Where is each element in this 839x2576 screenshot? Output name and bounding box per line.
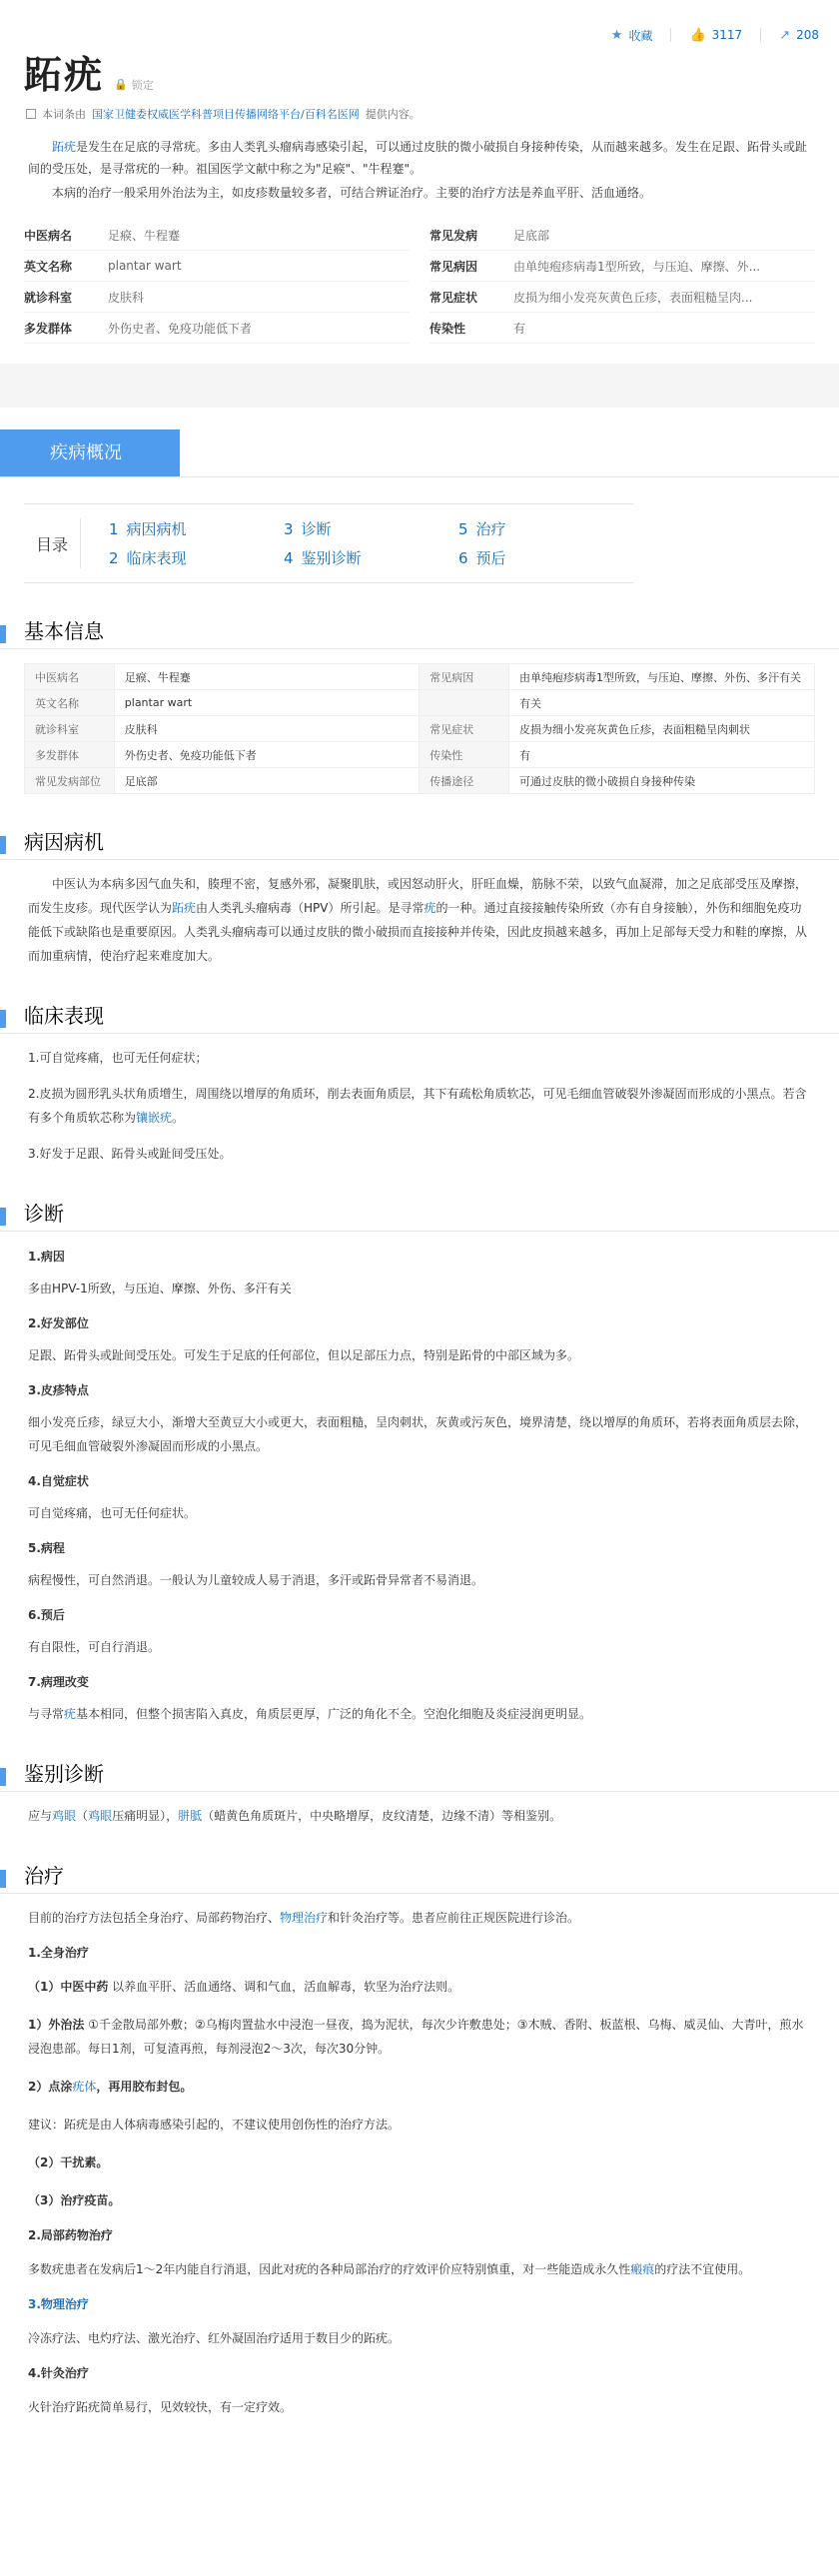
toc-grid [81, 518, 633, 568]
info-row [429, 220, 815, 251]
term-link[interactable]: 瘢痕 [630, 2262, 655, 2276]
table-key: 常见发病部位 [25, 768, 115, 794]
text: 的一种。通过直接接触传染所致（亦有自身接触），外伤和细胞免疫功能低下或缺陷也是重要原因。人类乳头瘤病毒可以通过皮肤的微小破损而直接接种并传染，因此皮损越来越多，再加上足部每天受力和鞋的摩擦，从而加重病情，使治疗起来难度加大。 [28, 901, 808, 963]
table-value: 有 [509, 742, 815, 768]
table-key: 英文名称 [25, 690, 115, 716]
lock-icon: 🔒 [114, 78, 128, 91]
paragraph [0, 2075, 839, 2099]
term-link[interactable]: 镶嵌疣 [136, 1111, 173, 1125]
action-bar [0, 0, 839, 44]
info-row [24, 251, 410, 282]
text: 以养血平肝、活血通络、调和气血，活血解毒，软坚为治疗法则。 [108, 1980, 460, 1994]
toc-text: 治疗 [475, 520, 506, 538]
text: 基本相同，但整个损害陷入真皮，角质层更厚，广泛的角化不全。空泡化细胞及炎症浸润更明显。 [76, 1707, 592, 1721]
share-count: 208 [796, 28, 819, 42]
differential-paragraph [0, 1804, 839, 1828]
overview-bar [0, 429, 839, 477]
bold-text: ，再用胶布封包。 [96, 2080, 193, 2094]
paragraph [0, 2150, 839, 2174]
term-link[interactable]: 跖疣 [52, 140, 77, 154]
like-button[interactable] [689, 28, 742, 43]
title-row [0, 44, 839, 97]
toc-item-differential[interactable] [284, 547, 458, 568]
paragraph [0, 2188, 839, 2212]
bold-text: （1）中医中药 [28, 1980, 109, 1994]
sub-heading: 4.自觉症状 [28, 1474, 89, 1488]
tab-overview[interactable]: 疾病概况 [0, 429, 180, 476]
table-key [420, 690, 509, 716]
info-row [24, 313, 410, 344]
term-link[interactable]: 疣 [64, 1707, 77, 1721]
info-row [24, 220, 410, 251]
section-title: 诊断 [24, 1202, 64, 1226]
clinical-item [0, 1082, 839, 1130]
toc-number: 6 [458, 549, 468, 567]
table-key: 传播途径 [420, 768, 509, 794]
source-suffix: 提供内容。 [365, 108, 420, 121]
summary-paragraph [28, 136, 811, 180]
table-value: 由单纯疱疹病毒1型所致，与压迫、摩擦、外伤、多汗有关 [509, 664, 815, 690]
table-key: 常见症状 [420, 716, 509, 742]
paragraph: 病程慢性，可自然消退。一般认为儿童较成人易于消退，多汗或跖骨异常者不易消退。 [28, 1573, 484, 1587]
toc-text: 诊断 [301, 520, 332, 538]
summary-paragraph: 本病的治疗一般采用外治法为主，如皮疹数量较多者，可结合辨证治疗。主要的治疗方法是养血平肝、活血通络。 [52, 186, 652, 200]
text: 的疗法不宜使用。 [654, 2262, 751, 2276]
text: 压痛明显）， [112, 1809, 179, 1823]
text: 2.皮损为圆形乳头状角质增生，周围绕以增厚的角质环，削去表面角质层，其下有疏松角质软芯，可见毛细血管破裂外渗凝固而形成的小黑点。若含有多个角质软芯称为 [28, 1087, 807, 1125]
source-org-link[interactable]: 国家卫健委权威医学科普项目传播网络平台/百科名医网 [92, 108, 360, 121]
text: 多数疣患者在发病后1～2年内能自行消退，因此对疣的各种局部治疗的疗效评价应特别慎重，对一些能造成永久性 [28, 2262, 631, 2276]
term-link[interactable]: 鸡眼 [88, 1809, 113, 1823]
term-link[interactable]: 鸡眼 [52, 1809, 77, 1823]
paragraph: 建议：跖疣是由人体病毒感染引起的，不建议使用创伤性的治疗方法。 [28, 2118, 401, 2132]
summary [0, 122, 839, 204]
sub-heading: 6.预后 [28, 1608, 65, 1622]
section-cause [0, 830, 839, 860]
sub-heading: 2.局部药物治疗 [28, 2228, 113, 2242]
info-value: 有 [513, 321, 526, 336]
term-link[interactable]: 跖疣 [172, 901, 197, 915]
table-value: 足瘊、牛程蹇 [114, 664, 419, 690]
info-row [429, 282, 815, 313]
toc-number: 2 [109, 549, 119, 567]
table-value: plantar wart [114, 690, 419, 716]
toc-text: 预后 [475, 549, 506, 567]
sub-heading: 2.好发部位 [28, 1316, 89, 1330]
paragraph [0, 1906, 839, 1930]
paragraph: 足跟、跖骨头或趾间受压处。可发生于足底的任何部位，但以足部压力点，特别是跖骨的中部区域为多。 [28, 1348, 580, 1362]
bottom-spacer [0, 2419, 839, 2449]
bold-text: 2）点涂 [28, 2080, 73, 2094]
toc-number: 3 [284, 520, 294, 538]
table-row [25, 664, 815, 690]
page-title: 跖疣 [24, 52, 105, 97]
summary-text: 是发生在足底的寻常疣。多由人类乳头瘤病毒感染引起，可以通过皮肤的微小破损自身接种传染，从而越来越多。发生在足跟、跖骨头或趾间的受压处，是寻常疣的一种。祖国医学文献中称之为"足瘊"、"牛程蹇"。 [28, 140, 808, 176]
collect-button[interactable] [611, 27, 653, 44]
paragraph: 冷冻疗法、电灼疗法、激光治疗、红外凝固治疗适用于数目少的跖疣。 [28, 2331, 401, 2345]
text: 。 [172, 1111, 185, 1125]
info-key: 就诊科室 [24, 290, 73, 305]
bold-text: （3）治疗疫苗。 [28, 2193, 121, 2207]
source-prefix: 本词条由 [42, 108, 86, 121]
clinical-item: 3.好发于足跟、跖骨头或趾间受压处。 [28, 1147, 232, 1161]
table-value: 可通过皮肤的微小破损自身接种传染 [509, 768, 815, 794]
paragraph: 可自觉疼痛，也可无任何症状。 [28, 1506, 197, 1520]
text: （ [76, 1809, 89, 1823]
sub-heading: 7.病理改变 [28, 1675, 89, 1689]
paragraph [0, 2013, 839, 2061]
sub-heading: 4.针灸治疗 [28, 2366, 89, 2380]
table-value: 外伤史者、免疫功能低下者 [114, 742, 419, 768]
table-row [25, 742, 815, 768]
table-value: 足底部 [114, 768, 419, 794]
bold-text: 1）外治法 [28, 2018, 85, 2032]
sub-heading [0, 2295, 839, 2312]
toc-item-prognosis[interactable] [458, 547, 633, 568]
like-count: 3117 [711, 28, 743, 42]
toc-text: 鉴别诊断 [301, 549, 362, 567]
paragraph: 火针治疗跖疣简单易行，见效较快，有一定疗效。 [28, 2400, 293, 2414]
section-title: 临床表现 [24, 1004, 104, 1028]
text: ①千金散局部外敷；②乌梅肉置盐水中浸泡一昼夜，捣为泥状，每次少许敷患处；③木贼、香附、板蓝根、乌梅、威灵仙、大青叶，煎水浸泡患部。每日1剂，可复渣再煎，每剂浸泡2～3次，每次30分钟。 [28, 2018, 804, 2056]
info-value: plantar wart [108, 259, 182, 273]
section-title: 鉴别诊断 [24, 1762, 104, 1786]
paragraph: 细小发亮丘疹，绿豆大小，渐增大至黄豆大小或更大，表面粗糙，呈肉刺状，灰黄或污灰色，境界清楚，绕以增厚的角质环，若将表面角质层去除，可见毛细血管破裂外渗凝固而形成的小黑点。 [28, 1415, 808, 1453]
term-link[interactable]: 物理治疗 [40, 2297, 89, 2311]
table-of-contents [24, 503, 633, 583]
section-clinical [0, 1004, 839, 1034]
info-value: 外伤史者、免疫功能低下者 [108, 321, 253, 336]
table-key: 常见病因 [420, 664, 509, 690]
cause-paragraph [0, 872, 839, 968]
toc-text: 临床表现 [126, 549, 187, 567]
toc-item-treatment[interactable] [458, 518, 633, 539]
term-link[interactable]: 物理治疗 [280, 1911, 329, 1925]
text: 中医认为本病多因气血失和，腠理不密，复感外邪，凝聚肌肤，或因怒动肝火，肝旺血燥，筋脉不荣，以致气血凝滞，加之足底部受压及摩擦，而发生皮疹。现代医学认为 [28, 877, 808, 915]
paragraph: 多由HPV-1所致，与压迫、摩擦、外伤、多汗有关 [28, 1282, 292, 1295]
paragraph [0, 2257, 839, 2281]
sub-heading: 3.皮疹特点 [28, 1383, 89, 1397]
text: 应与 [28, 1809, 53, 1823]
section-title: 基本信息 [24, 619, 104, 643]
info-value: 足瘊、牛程蹇 [108, 228, 181, 243]
table-value: 有关 [509, 690, 815, 716]
clinical-item: 1.可自觉疼痛，也可无任何症状； [28, 1051, 208, 1065]
section-differential [0, 1762, 839, 1792]
info-key: 常见病因 [429, 259, 478, 274]
info-row [429, 251, 815, 282]
info-key: 常见发病 [429, 228, 478, 243]
toc-item-diagnosis[interactable] [284, 518, 458, 539]
thumb-up-icon: 👍 [689, 27, 706, 43]
info-value: 由单纯疱疹病毒1型所致，与压迫、摩擦、外... [513, 259, 761, 274]
toc-number: 1 [109, 520, 119, 538]
info-key: 多发群体 [24, 321, 73, 336]
term-link[interactable]: 疣 [423, 901, 436, 915]
paragraph [0, 1975, 839, 1999]
section-title: 病因病机 [24, 830, 104, 854]
toc-item-cause[interactable] [109, 518, 284, 539]
section-treatment [0, 1864, 839, 1894]
toc-label: 目录 [24, 518, 81, 568]
section-diagnosis [0, 1202, 839, 1232]
share-button[interactable] [779, 28, 819, 43]
info-value: 足底部 [513, 228, 550, 243]
lock-label: 锁定 [131, 78, 154, 92]
toc-item-clinical[interactable] [109, 547, 284, 568]
section-title: 治疗 [24, 1864, 64, 1888]
table-key: 就诊科室 [25, 716, 115, 742]
info-key: 英文名称 [24, 259, 73, 274]
info-key: 中医病名 [24, 228, 73, 243]
text: 与寻常 [28, 1707, 65, 1721]
divider [760, 28, 761, 42]
text: 3. [28, 2297, 41, 2311]
info-value: 皮损为细小发亮灰黄色丘疹，表面粗糙呈肉... [513, 290, 753, 305]
basic-info-top [24, 220, 815, 344]
text: （蜡黄色角质斑片，中央略增厚，皮纹清楚，边缘不清）等相鉴别。 [202, 1809, 562, 1823]
table-key: 中医病名 [25, 664, 115, 690]
document-icon [26, 109, 36, 119]
info-value: 皮肤科 [108, 290, 145, 305]
paragraph [0, 1702, 839, 1726]
bold-text: （2）干扰素。 [28, 2155, 109, 2169]
toc-number: 5 [458, 520, 468, 538]
toc-text: 病因病机 [126, 520, 187, 538]
sub-heading: 1.病因 [28, 1250, 65, 1264]
table-row [25, 690, 815, 716]
table-row [25, 768, 815, 794]
text: 由人类乳头瘤病毒（HPV）所引起。是寻常 [196, 901, 424, 915]
star-icon: ★ [610, 27, 623, 43]
paragraph: 有自限性，可自行消退。 [28, 1640, 161, 1654]
table-value: 皮损为细小发亮灰黄色丘疹，表面粗糙呈肉刺状 [509, 716, 815, 742]
table-value: 皮肤科 [114, 716, 419, 742]
info-row [24, 282, 410, 313]
source-note [26, 106, 839, 122]
basic-info-table [24, 663, 815, 794]
text: 和针灸治疗等。患者应前往正规医院进行诊治。 [328, 1911, 580, 1925]
table-key: 传染性 [420, 742, 509, 768]
section-basic-info [0, 619, 839, 649]
lock-status [114, 77, 154, 93]
info-key: 常见症状 [429, 290, 478, 305]
text: 目前的治疗方法包括全身治疗、局部药物治疗、 [28, 1911, 281, 1925]
sub-heading: 5.病程 [28, 1541, 65, 1555]
table-key: 多发群体 [25, 742, 115, 768]
term-link[interactable]: 胼胝 [178, 1809, 203, 1823]
divider [670, 28, 671, 42]
collect-label: 收藏 [628, 28, 653, 43]
info-row [429, 313, 815, 344]
table-row [25, 716, 815, 742]
term-link[interactable]: 疣体 [72, 2080, 97, 2094]
share-icon: ↗ [779, 27, 791, 43]
sub-heading: 1.全身治疗 [28, 1946, 89, 1960]
gray-band [0, 364, 839, 408]
toc-number: 4 [284, 549, 294, 567]
info-key: 传染性 [429, 321, 466, 336]
